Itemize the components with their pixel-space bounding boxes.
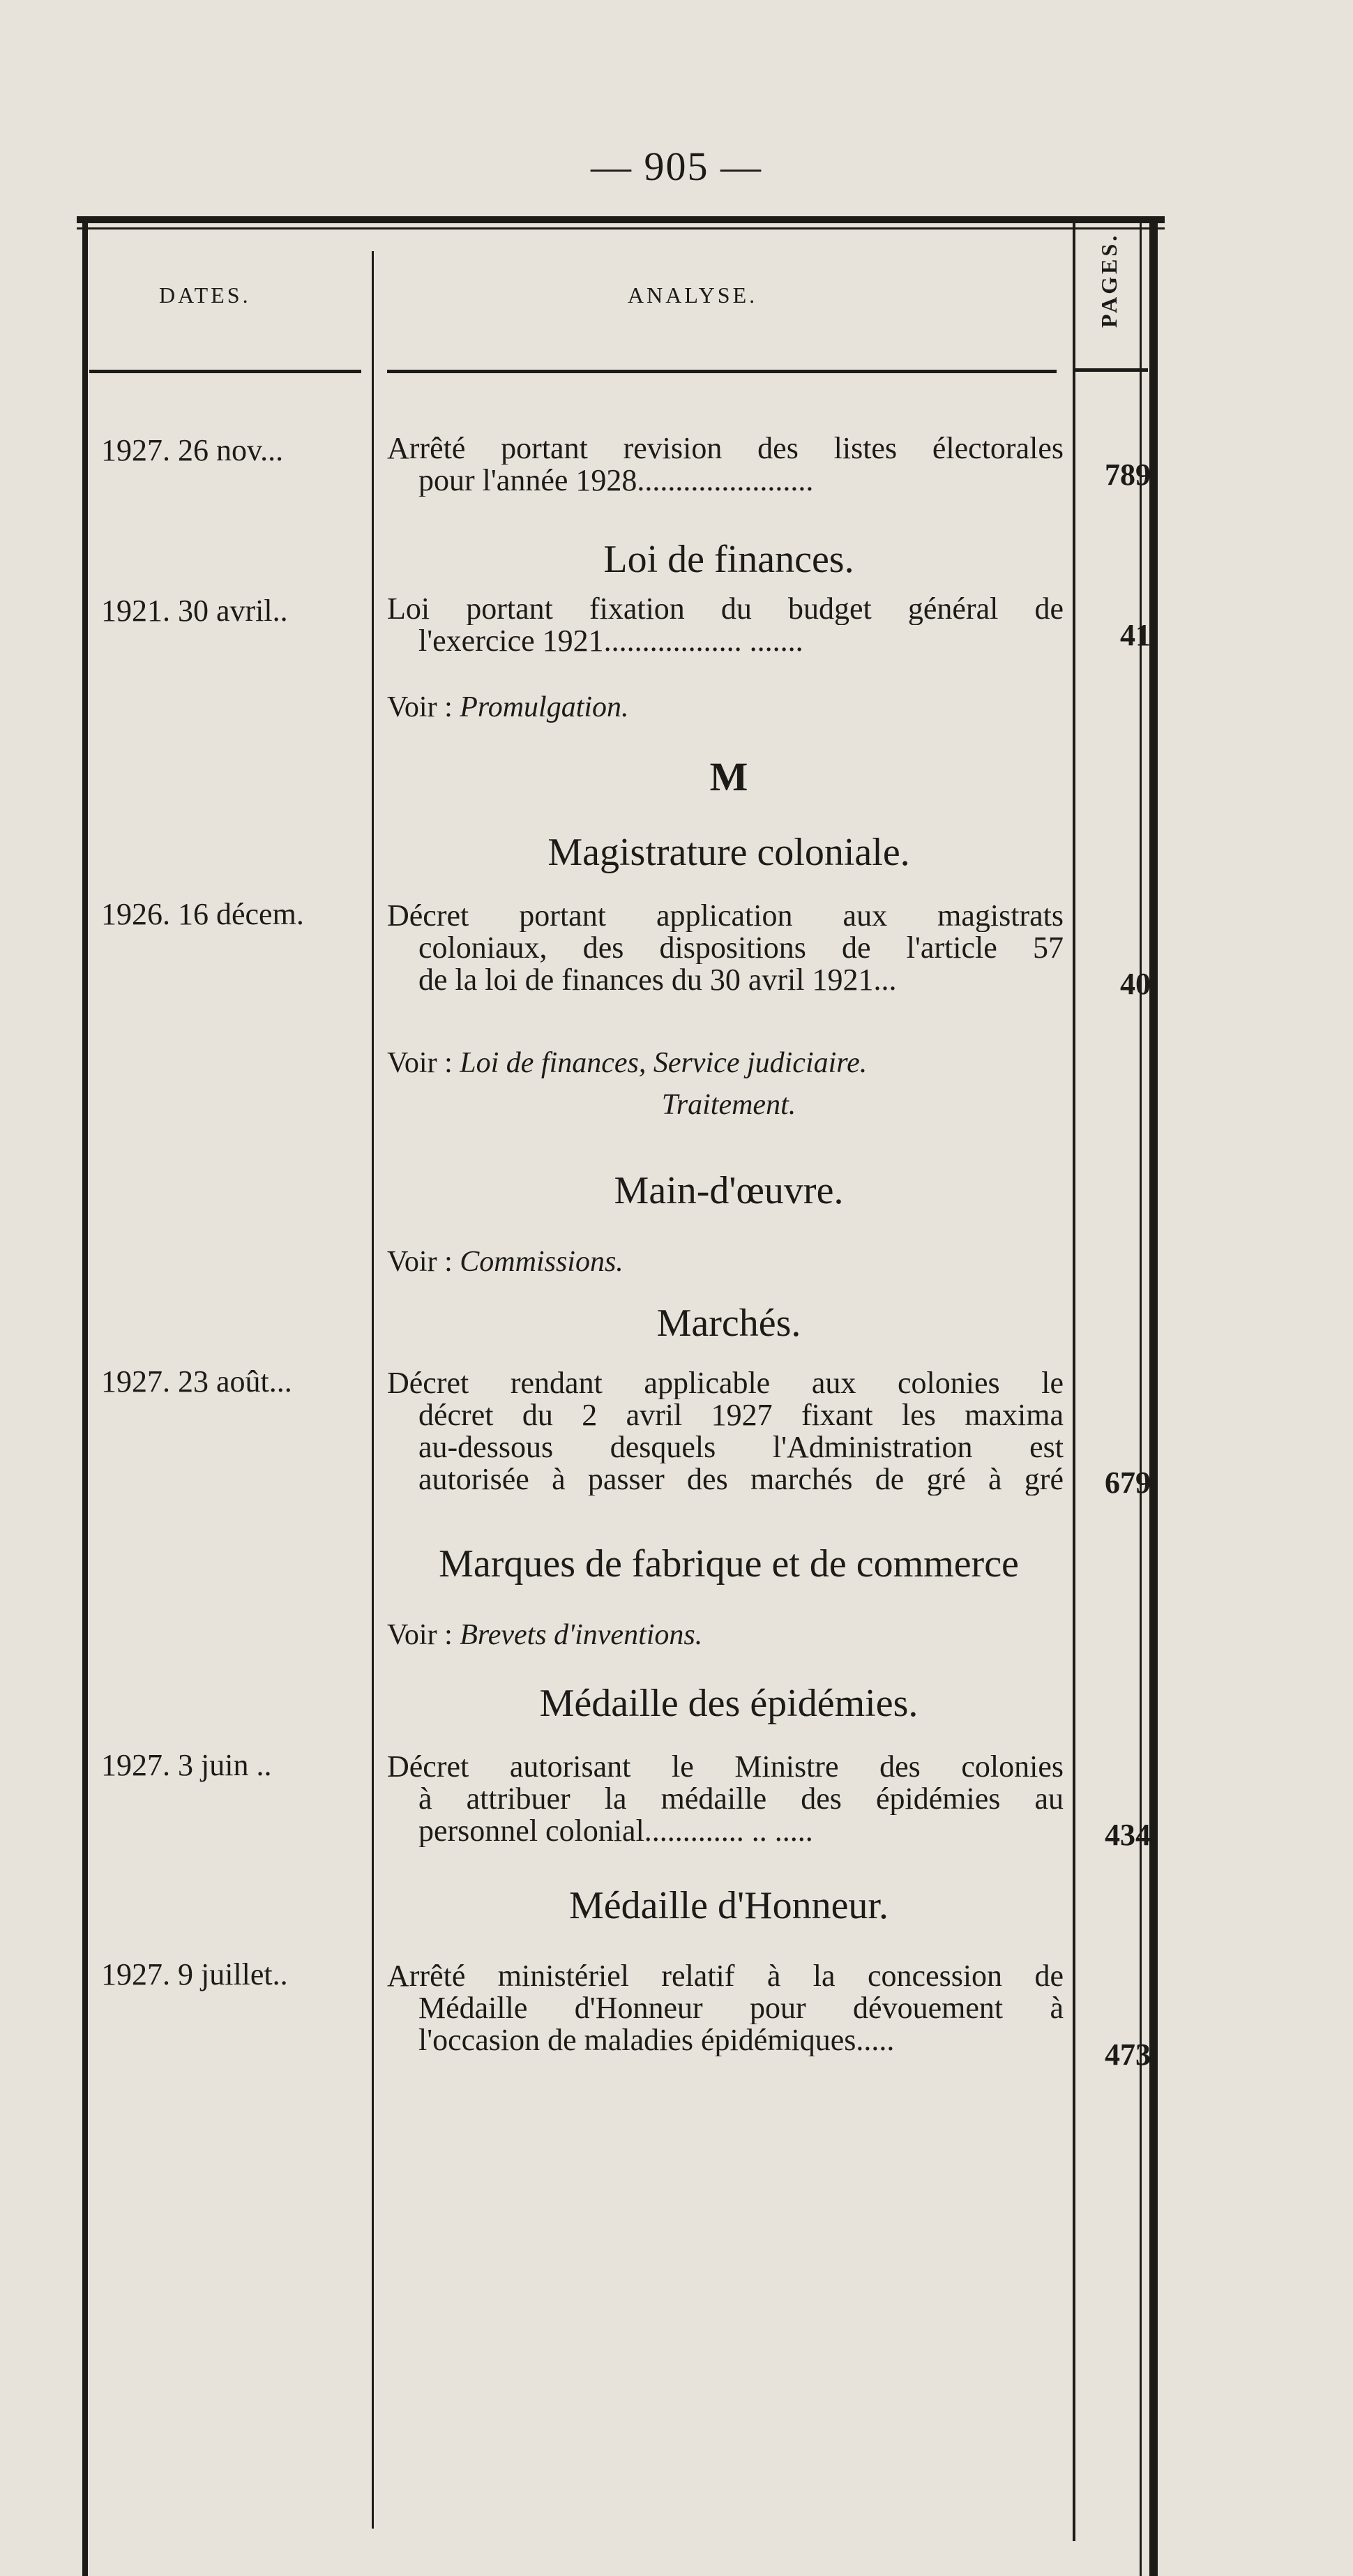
entry-line: Décret autorisant le Ministre des colonies [387,1751,1064,1783]
header-dates: DATES. [159,283,251,308]
entry-page: 434 [1105,1818,1151,1852]
top-rule [77,216,1165,223]
entry-page: 679 [1105,1466,1151,1500]
see-also-ref: Brevets d'inventions. [460,1619,703,1651]
entry-line: l'occasion de maladies épidémiques..... [418,2024,895,2056]
see-also-ref: Commissions. [460,1246,623,1278]
section-heading: Marchés. [656,1302,801,1345]
entry-line: pour l'année 1928....................... [418,465,814,497]
entry-line: Arrêté ministériel relatif à la concession de [387,1960,1064,1992]
header-rule-dates [89,370,361,373]
analyse-column-divider [1073,222,1075,2541]
entry-analysis [387,1751,1064,1847]
right-border-inner [1140,222,1142,2576]
entry-line: Décret portant application aux magistrats [387,900,1064,932]
section-heading: Loi de finances. [603,538,854,581]
entry-line: coloniaux, des dispositions de l'article 57 [418,932,1064,964]
see-also [387,1618,702,1652]
entry-date: 1926. 16 décem. [101,897,304,931]
right-border [1149,222,1158,2576]
see-also-label: Voir : [387,1047,453,1079]
entry-date: 1921. 30 avril.. [101,594,288,628]
entry-analysis [387,432,1064,497]
section-letter: M [709,754,748,799]
top-rule-thin [77,227,1165,229]
entry-line: Décret rendant applicable aux colonies le [387,1367,1064,1399]
see-also-ref: Promulgation. [460,691,629,723]
see-also-label: Voir : [387,1246,453,1278]
see-also-label: Voir : [387,691,453,723]
see-also-ref: Loi de finances, Service judiciaire. [460,1047,868,1079]
entry-line: à attribuer la médaille des épidémies au [418,1783,1064,1815]
entry-analysis [387,1960,1064,2056]
entry-line: Médaille d'Honneur pour dévouement à [418,1992,1064,2024]
entry-date: 1927. 23 août... [101,1364,292,1399]
header-analyse: ANALYSE. [628,283,758,308]
section-heading: Médaille d'Honneur. [569,1884,889,1927]
entry-date: 1927. 9 juillet.. [101,1957,288,1991]
entry-analysis [387,900,1064,996]
section-heading: Magistrature coloniale. [547,831,910,874]
entry-line: de la loi de finances du 30 avril 1921... [418,964,897,996]
entry-page: 40 [1120,967,1151,1001]
entry-page: 789 [1105,458,1151,492]
entry-date: 1927. 26 nov... [101,433,284,467]
entry-line: décret du 2 avril 1927 fixant les maxima [418,1399,1064,1431]
entry-page: 41 [1120,618,1151,652]
entry-line: personnel colonial............. .. ..... [418,1815,813,1847]
see-also-ref-continued: Traitement. [661,1089,796,1121]
see-also [387,691,629,724]
entry-line: Loi portant fixation du budget général de [387,593,1064,625]
header-rule-pages [1075,368,1148,372]
see-also-label: Voir : [387,1619,453,1651]
entry-line: au-dessous desquels l'Administration est [418,1431,1064,1463]
left-border [82,222,88,2576]
entry-line: autorisée à passer des marchés de gré à gré [418,1463,1064,1496]
header-rule-analyse [387,370,1057,373]
page-number: — 905 — [591,144,762,189]
entry-line: Arrêté portant revision des listes électorales [387,432,1064,465]
section-heading: Médaille des épidémies. [539,1682,919,1725]
see-also [387,1245,623,1279]
entry-date: 1927. 3 juin .. [101,1748,272,1782]
section-heading: Main-d'œuvre. [614,1169,844,1212]
dates-column-divider [372,251,374,2529]
see-also [387,1046,867,1080]
header-pages: PAGES. [1096,232,1121,328]
entry-analysis [387,1367,1064,1496]
section-heading: Marques de fabrique et de commerce [439,1542,1019,1585]
entry-analysis [387,593,1064,657]
entry-line: l'exercice 1921.................. ....... [418,625,803,657]
entry-page: 473 [1105,2038,1151,2072]
